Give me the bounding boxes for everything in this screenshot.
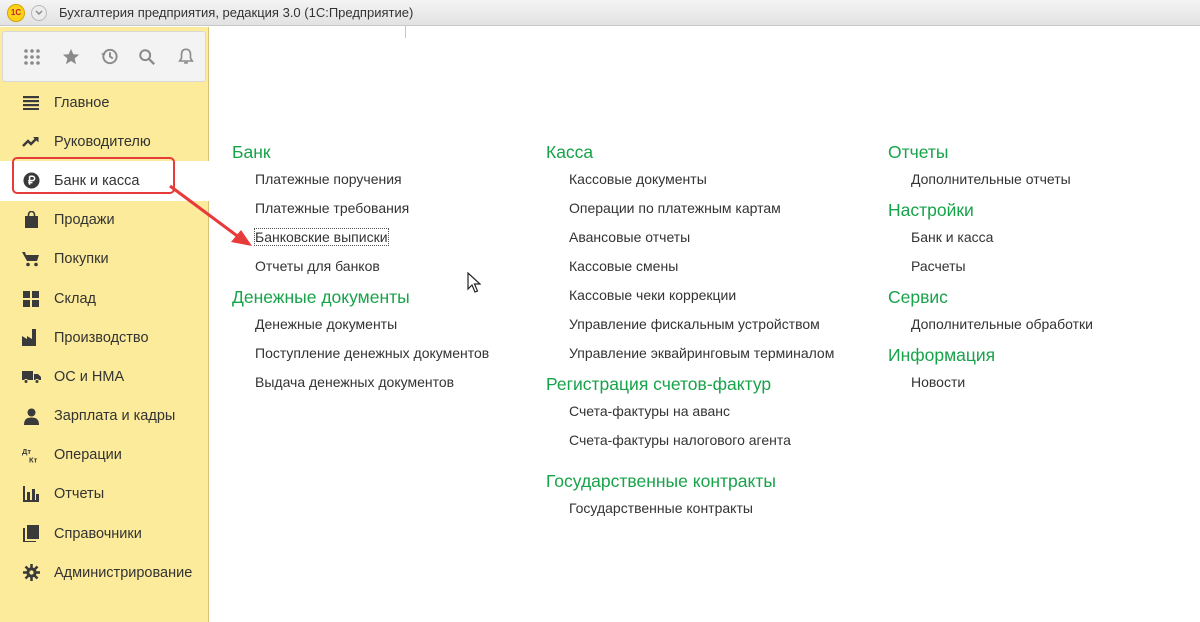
section-title-cash-documents[interactable]: Денежные документы [232,287,410,307]
link-cash-shifts[interactable]: Кассовые смены [569,258,679,274]
link-bank-statements[interactable]: Банковские выписки [255,229,388,245]
section-title-service[interactable]: Сервис [888,287,948,307]
warehouse-grid-icon [21,289,41,309]
link-government-contracts[interactable]: Государственные контракты [569,500,753,516]
section-title-reports[interactable]: Отчеты [888,142,949,162]
sidebar-item-production[interactable] [0,318,208,357]
column-3 [888,141,1093,402]
sidebar-item-main[interactable] [0,83,208,122]
sidebar [0,27,209,622]
main-panel [210,27,1200,622]
truck-icon [21,367,41,387]
sidebar-item-fixed-assets[interactable] [0,357,208,396]
window-title: Бухгалтерия предприятия, редакция 3.0 (1С:Предприятие) [59,5,414,20]
chevron-down-icon [35,10,43,16]
cart-icon [21,249,41,269]
sidebar-item-references[interactable] [0,514,208,553]
sidebar-item-label: Зарплата и кадры [54,408,176,425]
section-title-information[interactable]: Информация [888,345,996,365]
books-icon [21,524,41,544]
link-payment-orders[interactable]: Платежные поручения [255,171,402,187]
section-title-bank[interactable]: Банк [232,142,271,162]
sidebar-item-sales[interactable] [0,201,208,240]
sidebar-item-label: Производство [54,329,149,346]
person-icon [21,406,41,426]
factory-icon [21,328,41,348]
sidebar-item-warehouse[interactable] [0,279,208,318]
link-news[interactable]: Новости [911,374,966,390]
history-icon[interactable] [90,42,128,72]
link-advance-reports[interactable]: Авансовые отчеты [569,229,691,245]
link-correction-receipts[interactable]: Кассовые чеки коррекции [569,287,737,303]
link-card-operations[interactable]: Операции по платежным картам [569,200,781,216]
sidebar-item-label: Администрирование [54,564,193,581]
sidebar-item-label: Главное [54,94,110,111]
link-cash-docs[interactable]: Кассовые документы [569,171,707,187]
link-additional-processing[interactable]: Дополнительные обработки [911,316,1093,332]
section-title-government-contracts[interactable]: Государственные контракты [546,471,776,491]
section-title-invoices[interactable]: Регистрация счетов-фактур [546,374,772,394]
ruble-icon [21,171,41,191]
sidebar-item-purchases[interactable] [0,240,208,279]
sidebar-item-bank-cash[interactable] [0,161,209,200]
sidebar-item-label: Склад [54,290,96,307]
mouse-cursor-icon [467,272,481,299]
link-bank-reports[interactable]: Отчеты для банков [255,258,380,274]
column-2 [546,141,834,528]
link-advance-invoices[interactable]: Счета-фактуры на аванс [569,403,730,419]
svg-text:Дт: Дт [22,447,32,457]
main-menu-button[interactable] [31,5,47,21]
link-payment-requests[interactable]: Платежные требования [255,200,410,216]
column-1 [232,141,489,402]
gear-icon [21,563,41,583]
apps-grid-icon[interactable] [13,42,51,72]
sidebar-item-label: Продажи [54,212,115,229]
sidebar-item-label: Операции [54,447,122,464]
sidebar-item-label: Покупки [54,251,109,268]
link-additional-reports[interactable]: Дополнительные отчеты [911,171,1071,187]
trend-up-icon [21,132,41,152]
link-tax-agent-invoices[interactable]: Счета-фактуры налогового агента [569,432,791,448]
link-settlements[interactable]: Расчеты [911,258,966,274]
bell-icon[interactable] [167,42,205,72]
link-fiscal-device[interactable]: Управление фискальным устройством [569,316,820,332]
link-acquiring-terminal[interactable]: Управление эквайринговым терминалом [569,345,835,361]
bar-chart-icon [21,484,41,504]
sidebar-item-label: Отчеты [54,486,105,503]
sidebar-item-operations[interactable] [0,436,208,475]
title-bar [0,0,1200,26]
shopping-bag-icon [21,210,41,230]
link-cash-documents[interactable]: Денежные документы [255,316,398,332]
sidebar-item-label: Руководителю [54,133,151,150]
sidebar-item-salary-hr[interactable] [0,397,208,436]
sidebar-nav [0,83,208,592]
sidebar-toolbar [2,31,206,82]
sidebar-item-reports[interactable] [0,475,208,514]
search-icon[interactable] [128,42,166,72]
sidebar-item-manager[interactable] [0,122,208,161]
sidebar-item-label: Банк и касса [54,172,140,189]
menu-lines-icon [21,93,41,113]
sidebar-item-administration[interactable] [0,553,208,592]
debit-credit-icon [21,445,41,465]
svg-text:Кт: Кт [29,455,38,465]
star-icon[interactable] [51,42,89,72]
link-cash-documents-receipt[interactable]: Поступление денежных документов [255,345,490,361]
section-title-settings[interactable]: Настройки [888,200,974,220]
sidebar-item-label: ОС и НМА [54,368,125,385]
app-logo-icon: 1С [7,4,25,22]
link-cash-documents-issue[interactable]: Выдача денежных документов [255,374,455,390]
link-settings-bank-cash[interactable]: Банк и касса [911,229,994,245]
section-title-cashdesk[interactable]: Касса [546,142,594,162]
sidebar-item-label: Справочники [54,525,142,542]
